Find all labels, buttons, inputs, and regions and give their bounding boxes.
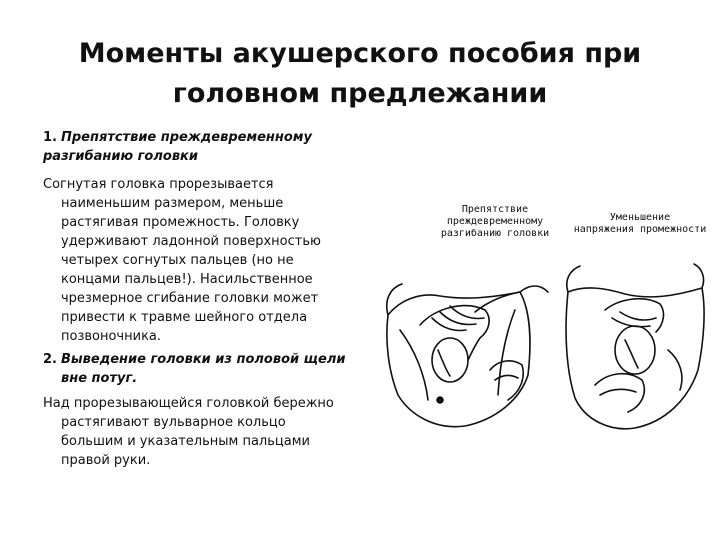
section-1-number: 1.: [43, 130, 57, 145]
caption-right: Уменьшение напряжения промежности: [573, 212, 707, 235]
section-2-heading-text: Выведение головки из половой щели вне потуг.: [60, 352, 346, 386]
section-1-text: Согнутая головка прорезывается наименьшим размером, меньше растягивая промежность. Головку удерживают ладонной поверхностью четырех согнутых пальцев (но не концами пальцев!). Насильственное чрезмерное сгибание головки может привести к травме шейного отдела позвоночника.: [43, 177, 321, 344]
section-2-text: Над прорезывающейся головкой бережно растягивают вульварное кольцо большим и указательным пальцами правой руки.: [43, 396, 334, 468]
text-column: [43, 128, 348, 474]
section-1-heading-text: Препятствие преждевременному разгибанию головки: [43, 130, 312, 164]
section-1-heading: [43, 128, 348, 166]
section-2-number: 2.: [43, 352, 57, 367]
obstetric-illustration: [380, 200, 710, 450]
slide-title: Моменты акушерского пособия при головном предлежании: [78, 38, 642, 109]
section-2-heading: [43, 350, 348, 388]
caption-left: Препятствие преждевременному разгибанию головки: [440, 204, 550, 239]
